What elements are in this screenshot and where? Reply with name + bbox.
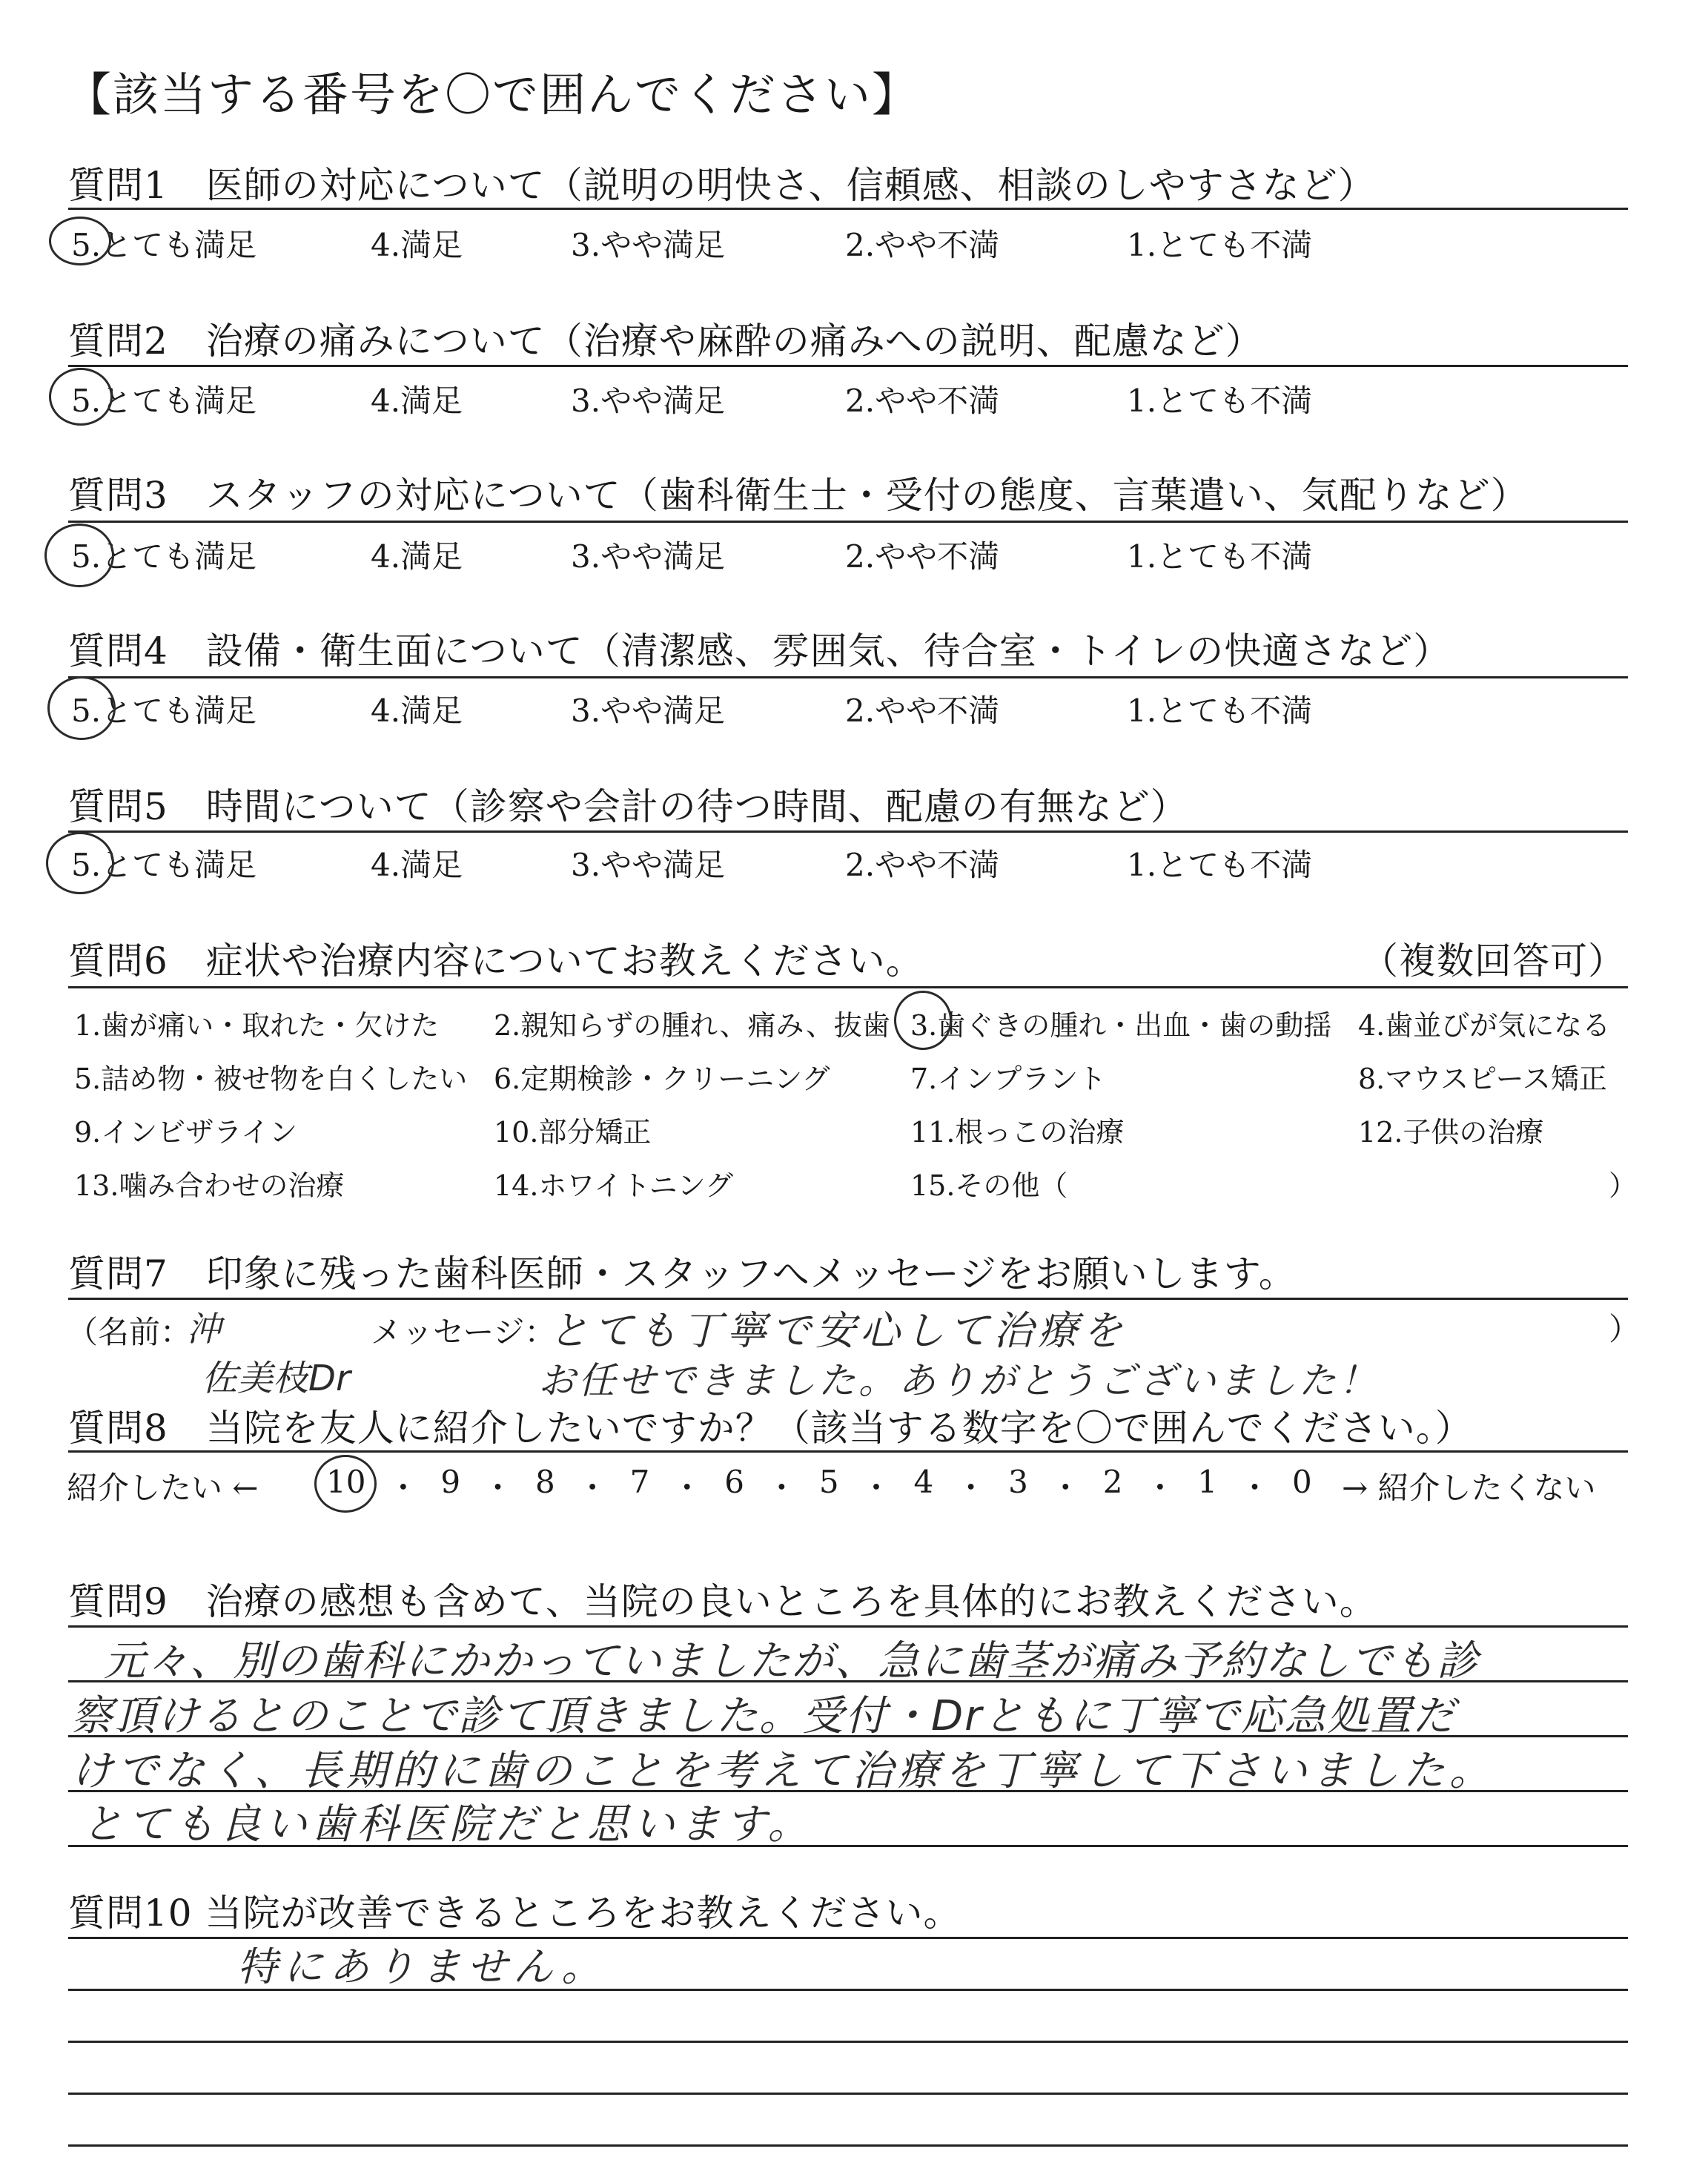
q4-option-3[interactable]: 3.やや満足 bbox=[571, 693, 726, 729]
q2-option-4[interactable]: 4.満足 bbox=[371, 383, 463, 419]
q3-option-2[interactable]: 2.やや不満 bbox=[845, 538, 1000, 575]
q8-sep: ・ bbox=[861, 1470, 893, 1506]
q8-option-4[interactable]: 4 bbox=[913, 1464, 934, 1500]
q6-item-6[interactable]: 6.定期検診・クリーニング bbox=[494, 1063, 830, 1095]
q10-rule-4 bbox=[68, 2093, 1628, 2095]
q8-sep: ・ bbox=[955, 1470, 987, 1506]
q1-option-4[interactable]: 4.満足 bbox=[371, 227, 463, 263]
q1-option-3[interactable]: 3.やや満足 bbox=[571, 227, 726, 263]
q8-option-1[interactable]: 1 bbox=[1197, 1464, 1218, 1500]
q9-answer-line-3: けでなく、長期的に歯のことを考えて治療を丁寧して下さいました。 bbox=[71, 1747, 1495, 1795]
q8-sep: ・ bbox=[577, 1470, 609, 1506]
q8-option-0[interactable]: 0 bbox=[1291, 1464, 1312, 1500]
q5-option-3[interactable]: 3.やや満足 bbox=[571, 847, 726, 883]
q4-heading: 質問4 設備・衛生面について（清潔感、雰囲気、待合室・トイレの快適さなど） bbox=[68, 630, 1452, 673]
q8-left-label: 紹介したい ← bbox=[67, 1470, 259, 1506]
q1-heading: 質問1 医師の対応について（説明の明快さ、信頼感、相談のしやすさなど） bbox=[68, 164, 1376, 207]
q8-heading: 質問8 当院を友人に紹介したいですか？（該当する数字を〇で囲んでください。） bbox=[68, 1407, 1473, 1450]
q8-option-5[interactable]: 5 bbox=[818, 1464, 839, 1500]
q8-option-6[interactable]: 6 bbox=[724, 1464, 744, 1500]
q3-rule bbox=[68, 521, 1628, 523]
q9-answer-line-1: 元々、別の歯科にかかっていましたが、急に歯茎が痛み予約なしでも診 bbox=[104, 1637, 1480, 1685]
q6-item-15[interactable]: 15.その他（ bbox=[910, 1169, 1068, 1202]
q2-option-1[interactable]: 1.とても不満 bbox=[1127, 383, 1313, 419]
q6-item-5[interactable]: 5.詰め物・被せ物を白くしたい bbox=[74, 1063, 468, 1095]
q6-item-2[interactable]: 2.親知らずの腫れ、痛み、抜歯 bbox=[494, 1009, 890, 1042]
q5-heading: 質問5 時間について（診察や会計の待つ時間、配慮の有無など） bbox=[68, 785, 1188, 828]
q8-option-10[interactable]: 10 bbox=[326, 1464, 366, 1500]
q6-selection-circle bbox=[894, 991, 952, 1050]
q9-answer-line-4: とても良い歯科医院だと思います。 bbox=[82, 1800, 814, 1849]
q8-scale bbox=[326, 1464, 1312, 1508]
q8-sep: ・ bbox=[671, 1470, 703, 1506]
q7-heading: 質問7 印象に残った歯科医師・スタッフへメッセージをお願いします。 bbox=[68, 1252, 1297, 1295]
q8-option-9[interactable]: 9 bbox=[440, 1464, 461, 1500]
q8-rule bbox=[68, 1450, 1628, 1453]
q7-name-value-line1: 沖 bbox=[187, 1309, 221, 1349]
q6-item-1[interactable]: 1.歯が痛い・取れた・欠けた bbox=[74, 1009, 440, 1042]
q1-selection-circle bbox=[49, 217, 111, 265]
q8-option-3[interactable]: 3 bbox=[1008, 1464, 1028, 1500]
q6-rule bbox=[68, 986, 1628, 988]
q7-name-label: （名前： bbox=[67, 1314, 192, 1350]
q5-option-2[interactable]: 2.やや不満 bbox=[845, 847, 1000, 883]
q2-option-5[interactable]: 5.とても満足 bbox=[71, 383, 257, 419]
q5-option-4[interactable]: 4.満足 bbox=[371, 847, 463, 883]
q5-option-5[interactable]: 5.とても満足 bbox=[71, 847, 257, 883]
q4-option-4[interactable]: 4.満足 bbox=[371, 693, 463, 729]
q6-item-4[interactable]: 4.歯並びが気になる bbox=[1358, 1009, 1611, 1042]
q2-rule bbox=[68, 365, 1628, 367]
q6-item-15-close: ） bbox=[1609, 1169, 1638, 1202]
q3-heading: 質問3 スタッフの対応について（歯科衛生士・受付の態度、言葉遣い、気配りなど） bbox=[68, 474, 1529, 517]
q4-option-1[interactable]: 1.とても不満 bbox=[1127, 693, 1313, 729]
q6-item-9[interactable]: 9.インビザライン bbox=[74, 1116, 298, 1149]
q6-heading: 質問6 症状や治療内容についてお教えください。 bbox=[68, 939, 924, 982]
q6-item-3[interactable]: 3.歯ぐきの腫れ・出血・歯の動揺 bbox=[910, 1009, 1332, 1042]
q7-close-paren: ） bbox=[1609, 1311, 1641, 1347]
q8-right-label: → 紹介したくない bbox=[1342, 1470, 1596, 1506]
q8-option-7[interactable]: 7 bbox=[629, 1464, 650, 1500]
q10-rule-3 bbox=[68, 2041, 1628, 2043]
q6-note: （複数回答可） bbox=[1361, 939, 1626, 982]
q8-sep: ・ bbox=[482, 1470, 514, 1506]
q6-item-11[interactable]: 11.根っこの治療 bbox=[910, 1116, 1125, 1149]
q1-option-2[interactable]: 2.やや不満 bbox=[845, 227, 1000, 263]
q8-sep: ・ bbox=[387, 1470, 419, 1506]
q8-sep: ・ bbox=[1050, 1470, 1082, 1506]
page-title: 【該当する番号を〇で囲んでください】 bbox=[65, 67, 920, 122]
q5-selection-circle bbox=[46, 832, 114, 894]
q3-option-3[interactable]: 3.やや満足 bbox=[571, 538, 726, 575]
q3-option-5[interactable]: 5.とても満足 bbox=[71, 538, 257, 575]
q4-selection-circle bbox=[47, 676, 116, 740]
q5-rule bbox=[68, 830, 1628, 833]
q7-message-line2: お任せできました。ありがとうございました！ bbox=[538, 1359, 1379, 1402]
q1-option-5[interactable]: 5.とても満足 bbox=[71, 227, 257, 263]
q4-rule bbox=[68, 676, 1628, 678]
q6-item-12[interactable]: 12.子供の治療 bbox=[1358, 1116, 1544, 1149]
q3-option-1[interactable]: 1.とても不満 bbox=[1127, 538, 1313, 575]
q3-option-4[interactable]: 4.満足 bbox=[371, 538, 463, 575]
q7-message-line1: とても丁寧で安心して治療を bbox=[549, 1307, 1127, 1354]
q8-sep: ・ bbox=[1144, 1470, 1176, 1506]
q8-sep: ・ bbox=[1239, 1470, 1271, 1506]
q2-option-3[interactable]: 3.やや満足 bbox=[571, 383, 726, 419]
q2-option-2[interactable]: 2.やや不満 bbox=[845, 383, 1000, 419]
q7-name-value-line2: 佐美枝Dr bbox=[202, 1358, 351, 1399]
q9-rule-1 bbox=[68, 1625, 1628, 1628]
q6-item-13[interactable]: 13.噛み合わせの治療 bbox=[74, 1169, 345, 1202]
q4-option-2[interactable]: 2.やや不満 bbox=[845, 693, 1000, 729]
q10-rule-5 bbox=[68, 2144, 1628, 2147]
q6-item-8[interactable]: 8.マウスピース矯正 bbox=[1358, 1063, 1607, 1095]
q1-option-1[interactable]: 1.とても不満 bbox=[1127, 227, 1313, 263]
q4-option-5[interactable]: 5.とても満足 bbox=[71, 693, 257, 729]
q8-sep: ・ bbox=[766, 1470, 798, 1506]
q9-answer-line-2: 察頂けるとのことで診て頂きました。受付・Drともに丁寧で応急処置だ bbox=[71, 1692, 1457, 1740]
q9-heading: 質問9 治療の感想も含めて、当院の良いところを具体的にお教えください。 bbox=[68, 1580, 1377, 1623]
q6-item-14[interactable]: 14.ホワイトニング bbox=[494, 1169, 734, 1202]
q1-rule bbox=[68, 208, 1628, 210]
q3-selection-circle bbox=[44, 524, 114, 587]
q6-item-7[interactable]: 7.インプラント bbox=[910, 1063, 1107, 1095]
q2-selection-circle bbox=[49, 368, 113, 426]
q8-selection-circle bbox=[314, 1455, 377, 1513]
q2-heading: 質問2 治療の痛みについて（治療や麻酔の痛みへの説明、配慮など） bbox=[68, 320, 1263, 363]
q10-answer: 特にありません。 bbox=[237, 1943, 608, 1990]
q6-item-10[interactable]: 10.部分矯正 bbox=[494, 1116, 652, 1149]
q5-option-1[interactable]: 1.とても不満 bbox=[1127, 847, 1313, 883]
q8-option-2[interactable]: 2 bbox=[1102, 1464, 1123, 1500]
q7-message-label: メッセージ： bbox=[371, 1314, 556, 1350]
q10-heading: 質問10 当院が改善できるところをお教えください。 bbox=[68, 1892, 961, 1935]
q8-option-8[interactable]: 8 bbox=[534, 1464, 555, 1500]
